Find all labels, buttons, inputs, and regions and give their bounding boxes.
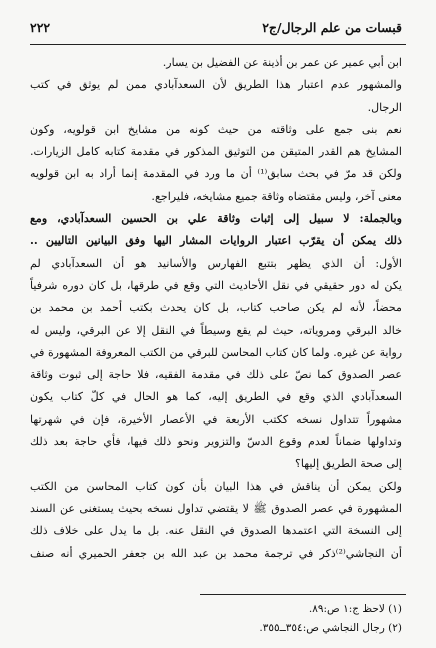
page-header [30, 18, 402, 40]
body-line: رواية عن غيره. ولما كان كتاب المحاسن للبرقي من الكتب المعروفة المشهورة في [30, 345, 402, 359]
body-line: السعدآبادي الذي وقع في الطريق إليه، كما هو الحال في كلّ كتاب يكون [30, 390, 402, 404]
body-line: مشهوراً تتداول نسخه ككتب الأربعة في الأعصار الأخيرة، فإن في شهرتها [30, 412, 402, 426]
body-line: ذلك يمكن أن يقرّب اعتبار الروايات المشار اليها وفق البيانين التاليين .. [30, 234, 402, 248]
body-text [30, 52, 402, 565]
footnotes [30, 600, 402, 638]
body-line: نعم بنى جمع على وثاقته من حيث كونه من مشايخ ابن قولويه، وكون [30, 122, 402, 136]
body-line: وبالجملة: لا سبيل إلى إثبات وثاقة علي بن الحسين السعدآبادي، ومع [30, 212, 402, 226]
running-title: قبسات من علم الرجال/ج٢ [262, 20, 402, 35]
body-line: الأول: أن الذي يظهر بتتبع الفهارس والأسانيد هو أن السعدآبادي لم [30, 256, 402, 270]
body-line: المشهورة في عصر الصدوق ﷺ لا يقتضي تداول نسخه بحيث يستغنى عن السند [30, 501, 402, 515]
body-line: إلى صحة الطريق إليها؟ [294, 457, 402, 471]
body-line: المشايخ هم القدر المتيقن من التوثيق المذكور في مقدمة كتابه كامل الزيارات. [30, 145, 402, 159]
body-line: والمشهور عدم اعتبار هذا الطريق لأن السعدآبادي ممن لم يوثق في كتب [30, 78, 402, 92]
footnote-item: (١) لاحظ ج:١ ص:٨٩. [308, 603, 402, 615]
body-line: الرجال. [367, 100, 402, 114]
header-divider [30, 44, 406, 45]
body-line: عصر الصدوق كما نصّ على ذلك في مقدمة الفقيه، فلا حاجة إلى ثبوت وثاقة [30, 368, 402, 382]
page-number: ٢٢٢ [30, 20, 51, 35]
footnote-divider [200, 594, 406, 595]
body-line: إلى النسخة التي اعتمدها الصدوق في النقل عنه. بل ما يدل على خلاف ذلك [30, 524, 402, 538]
body-line: يكن له دور حقيقي في نقل الأحاديث التي وقع في طرقها، بل كان دوره شرفياً [30, 278, 402, 292]
body-line: أن النجاشي⁽²⁾ذكر في ترجمة محمد بن عبد الله بن جعفر الحميري أنه صنف [30, 546, 402, 560]
body-line: محضاً، لأنه لم يكن صاحب كتاب، بل كان يحدث بكتب أحمد بن محمد بن [30, 301, 402, 315]
footnote-item: (٢) رجال النجاشي ص:٣٥٤ــ٣٥٥. [259, 622, 402, 634]
body-line: ابن أبي عمير عن عمر بن أذينة عن الفضيل بن يسار. [162, 56, 402, 69]
body-line: ولكن يمكن أن يناقش في هذا البيان بأن كون كتاب المحاسن من الكتب [30, 479, 402, 493]
body-line: وتداولها ضماناً لعدم وقوع الدسّ والتزوير ونحو ذلك فيها، فأي حاجة بعد ذلك [30, 435, 402, 449]
body-line: معنى آخر، وليس مقتضاه وثاقة جميع مشايخه، فليراجع. [151, 189, 402, 203]
body-line: ولكن قد مرّ في بحث سابق⁽¹⁾ أن ما ورد في المقدمة إنما أراد به ابن قولويه [30, 167, 402, 181]
body-line: خالد البرقي ومروياته، حيث لم يقع وسيطاً في النقل إلا عن البرقي، وليس له [30, 323, 402, 337]
